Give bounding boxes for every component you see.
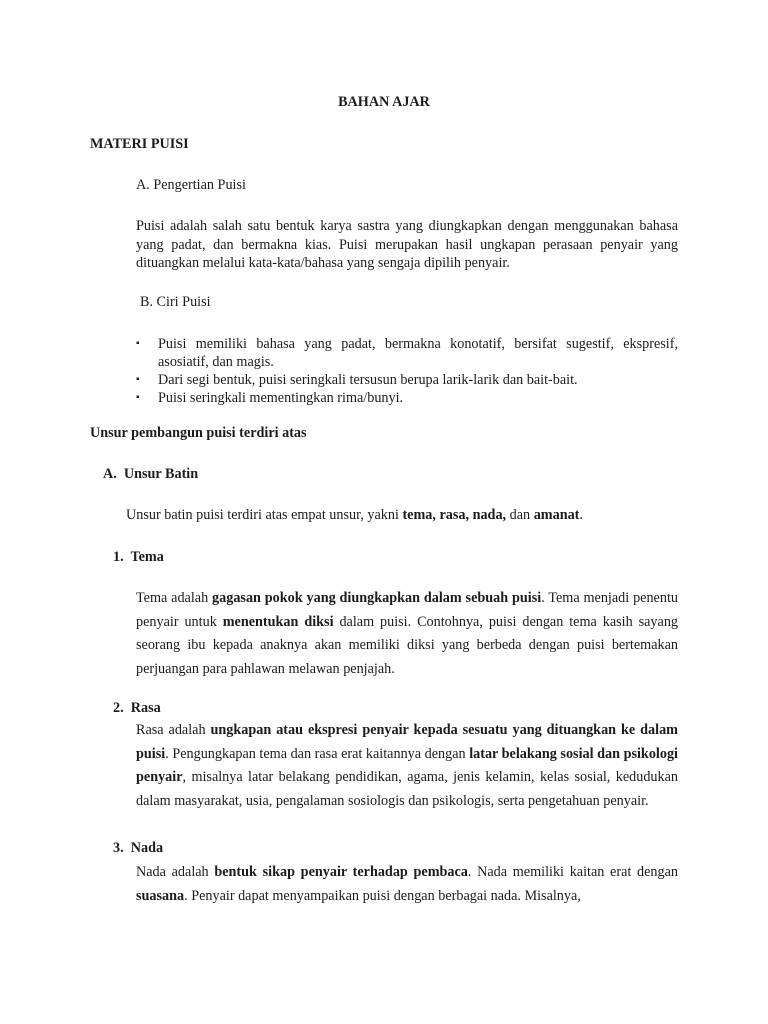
- nada-heading: 3. Nada: [113, 840, 164, 856]
- paragraph-bold: suasana: [136, 887, 185, 904]
- paragraph-text: . Penyair dapat menyampaikan puisi dengan berbagai nada. Misalnya,: [184, 887, 581, 904]
- paragraph-text: . Pengungkapan tema dan rasa erat kaitannya dengan: [165, 745, 470, 762]
- intro-text: dan: [506, 507, 534, 523]
- list-item-text: Puisi memiliki bahasa yang padat, bermakna konotatif, bersifat sugestif, ekspresif, asosiatif, dan magis.: [158, 336, 678, 370]
- list-item: [136, 371, 678, 389]
- ciri-puisi-list: [136, 335, 678, 407]
- rasa-heading: 2. Rasa: [113, 700, 161, 716]
- paragraph-bold: gagasan pokok yang diungkapkan dalam sebuah puisi: [212, 590, 542, 606]
- paragraph-bold: menentukan diksi: [222, 613, 334, 630]
- list-item: [136, 335, 678, 371]
- paragraph-text: . Tema menjadi penentu penyair untuk: [136, 590, 678, 630]
- tema-heading: 1. Tema: [113, 549, 164, 565]
- paragraph-bold: bentuk sikap penyair terhadap pembaca: [214, 864, 468, 880]
- nada-paragraph: [136, 861, 678, 908]
- intro-text: Unsur batin puisi terdiri atas empat unsur, yakni: [126, 507, 403, 523]
- paragraph-text: . Nada memiliki kaitan erat dengan: [467, 864, 678, 880]
- list-item: [136, 389, 678, 407]
- unsur-heading: Unsur pembangun puisi terdiri atas: [90, 425, 307, 441]
- section-a-paragraph: Puisi adalah salah satu bentuk karya sastra yang diungkapkan dengan menggunakan bahasa yang padat, dan bermakna kias. Puisi merupakan hasil ungkapan perasaan penyair yang dituangkan melalui kata-kata/bahasa yang sengaja dipilih penyair.: [136, 218, 678, 271]
- section-a-heading: A. Pengertian Puisi: [136, 177, 246, 193]
- bullet-icon: ▪: [136, 338, 140, 349]
- document-title: BAHAN AJAR: [338, 94, 430, 110]
- intro-bold: tema, rasa, nada,: [402, 507, 507, 523]
- bullet-icon: ▪: [136, 374, 140, 385]
- intro-bold: amanat: [533, 507, 580, 523]
- paragraph-text: Nada adalah: [136, 864, 215, 880]
- paragraph-text: , misalnya latar belakang pendidikan, agama, jenis kelamin, kelas sosial, kedudukan dalam masyarakat, usia, pengalaman sosiologis dan psikologis, serta pengetahuan penyair.: [136, 769, 678, 809]
- unsur-batin-intro: [126, 507, 686, 524]
- list-item-text: Puisi seringkali mementingkan rima/bunyi.: [158, 390, 404, 406]
- intro-text: .: [579, 507, 583, 523]
- paragraph-bold: ungkapan atau ekspresi penyair kepada sesuatu yang dituangkan ke dalam puisi: [136, 722, 678, 762]
- paragraph-text: Tema adalah: [136, 590, 213, 606]
- paragraph-text: Rasa adalah: [136, 722, 211, 738]
- materi-heading: MATERI PUISI: [90, 136, 189, 152]
- list-item-text: Dari segi bentuk, puisi seringkali tersusun berupa larik-larik dan bait-bait.: [158, 372, 578, 388]
- section-b-heading: B. Ciri Puisi: [140, 294, 211, 310]
- rasa-paragraph: [136, 719, 678, 813]
- paragraph-bold: latar belakang sosial dan psikologi penyair: [136, 745, 678, 785]
- tema-paragraph: [136, 587, 678, 681]
- bullet-icon: ▪: [136, 392, 140, 403]
- unsur-batin-heading: A. Unsur Batin: [103, 466, 199, 482]
- paragraph-text: dalam puisi. Contohnya, puisi dengan tema kasih sayang seorang ibu kepada anaknya akan memiliki diksi yang berbeda dengan puisi bertemakan perjuangan para pahlawan melawan penjajah.: [136, 613, 679, 677]
